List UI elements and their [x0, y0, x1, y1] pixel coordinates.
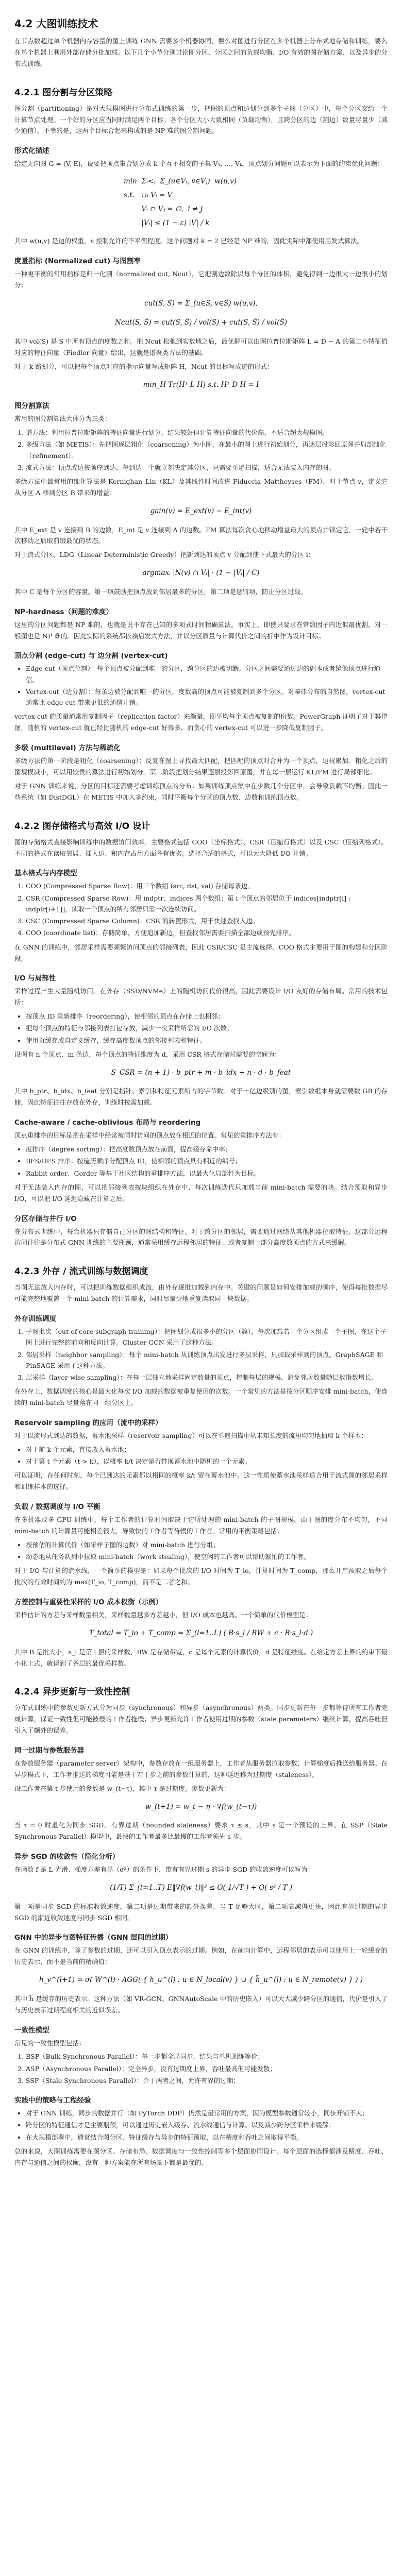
list-item: 2. CSR (Compressed Sparse Row)：用 indptr、indices 两个数组；第 i 个顶点的邻居位于 indices[indptr[i] : indptr[i+1]]，读取一个顶点的所有邻居只需一次连续访问。 [26, 893, 388, 915]
list-item: 2. 邻居采样（neighbor sampling）：每个 mini-batch 从训练顶点出发进行多层采样，只加载采样到的顶点。GraphSAGE 和 PinSAGE 采用了这种方法。 [26, 1349, 388, 1371]
equation-line: min Σᵢ<ⱼ Σ_(u∈Vᵢ, v∈Vⱼ) w(u,v) [124, 177, 237, 186]
equation-partition-objective [124, 175, 278, 230]
heading-reservoir: Reservoir sampling 的应用（流中的采样） [14, 1419, 162, 1428]
list-item: 3. 层采样（layer-wise sampling）：在每一层独立地采样固定数量的顶点，控制每层的规模，避免邻居数量随层数指数增长。 [26, 1372, 388, 1383]
equation-line: |Vᵢ| ≤ (1 + ε) |V| / k [124, 219, 210, 228]
list-item: • 跨分区的特征通信才是主要瓶颈，可以通过历史嵌入缓存、流水线通信与计算、以及减少跨分区采样来缓解； [26, 2120, 388, 2130]
paragraph: 第一项是同步 SGD 的标准收敛速度，第二项是过期带来的额外误差。当 T 足够大时，第二项衰减得更快，因此有界过期的异步 SGD 的渐近收敛速度与同步 SGD 相同。 [14, 1902, 388, 1922]
paragraph: 在 GNN 的训练中，邻居采样需要频繁访问顶点的邻接列表，因此 CSR/CSC 是主流选择。COO 格式主要用于图的构建和分区阶段。 [14, 943, 388, 962]
equation-line: Vᵢ ∩ Vⱼ = ∅, i ≠ j [124, 205, 203, 214]
paragraph: 对于无法装入内存的图，可以把邻接列表按块组织在外存中，每次训练迭代只加载当前 mini-batch 需要的块。结合预取和异步 I/O，可以把 I/O 延迟隐藏在计算之后。 [14, 1183, 388, 1202]
paragraph: 在外存上，数据调度的核心是最大化每次 I/O 加载的数据被重复使用的次数。一个常见的方法是按分区顺序安排 mini-batch，使连续的 mini-batch 尽量落在同一组分区上。 [14, 1387, 388, 1407]
paragraph: 当 τ = 0 时退化为同步 SGD。有界过期（bounded staleness）要求 τ ≤ s，其中 s 是一个预设的上界。在 SSP（Stale Synchronous Parallel）模型中，最快的工作者最多比最慢的工作者领先 s 步。 [14, 1821, 388, 1841]
list-item: • 按顶点 ID 重新排序（reordering），使相邻的顶点在存储上也相邻； [26, 1011, 388, 1022]
list-item: • 对于 GNN 训练，同步的数据并行（如 PyTorch DDP）仍然是最常用的方案，因为模型参数通常较小，同步开销不大； [26, 2108, 388, 2119]
algorithm-list [14, 427, 388, 473]
equation-historical-embedding: h_v^(l+1) = σ( W^(l) · AGG( { h_u^(l) : u ∈ N_local(v) } ∪ { h̃_u^(l) : u ∈ N_remote(v) } ) ) [39, 1976, 363, 1985]
paragraph: 图分割（partitioning）是对大规模图进行分布式训练的第一步，把图的顶点和边划分到多个子图（分区）中，每个分区交给一个计算节点处理。一个好的分区应当同时满足两个目标：各个分区大小大致相同（负载均衡），且跨分区的边（割边）数量尽量少（减少通信）。不幸的是，这两个目标合起来构成的是 NP 难的图分割问题。 [14, 104, 388, 135]
paragraph: 顶点重排序的目标是把在采样中经常被同时访问的顶点放在相近的位置。常见的重排序方法有： [14, 1131, 286, 1140]
paragraph: 当图无法放入内存时，可以把训练数据组织成流，由外存逐批加载到内存中。关键的问题是如何安排加载的顺序，使得每批数据尽可能完整地覆盖一个 mini-batch 的计算需求，同时尽量少地重复读取同一块数据。 [14, 1283, 388, 1303]
subsection-title-4-2-3: 4.2.3 外存 / 流式训练与数据调度 [14, 1266, 148, 1277]
format-list [14, 880, 388, 938]
list-item: 1. BSP（Bulk Synchronous Parallel）：每一步都全局同步，结果与单机训练等价； [26, 2051, 388, 2062]
list-item: 3. 流式方法：顶点或边按顺序到达，每到达一个就立刻决定其分区，只需要单遍扫描，适合无法装入内存的图。 [26, 462, 388, 473]
list-item: • Vertex-cut（边分割）：每条边被分配到唯一的分区，度数高的顶点可能被复制到多个分区。对幂律分布的自然图，vertex-cut 通常比 edge-cut 带来更低的通信开销。 [26, 686, 388, 708]
practice-list [14, 2108, 388, 2143]
heading-practice: 实践中的策略与工程经验 [14, 2096, 91, 2105]
equation-trace: min_H Tr(Hᵀ L H) s.t. Hᵀ D H = I [143, 380, 259, 389]
list-item: 2. 多级方法（如 METIS）：先把图逐层粗化（coarsening）为小图，在最小的图上进行初始划分，再逐层投影回原图并局部细化（refinement）。 [26, 439, 388, 461]
heading-convergence: 异步 SGD 的收敛性（简化分析） [14, 1853, 120, 1861]
equation-ncut: Ncut(S, S̄) = cut(S, S̄) / vol(S) + cut(S, S̄) / vol(S̄) [114, 318, 287, 327]
paragraph: 对于 I/O 与计算的流水线，一个简单的模型是：如果每个批次的 I/O 时间为 T_io，计算时间为 T_comp，那么开启预取之后每个批次的有效时间约为 max(T_io, T_comp)，而不是二者之和。 [14, 1567, 388, 1586]
consistency-list [14, 2051, 388, 2086]
paragraph: 采样过程产生大量随机访问。在外存（SSD/NVMe）上的随机访问代价很高，因此需要设计 I/O 友好的存储布局。常用的技术包括： [14, 987, 388, 1007]
paragraph: 对于 GNN 训练来说，分区的目标还需要考虑训练顶点的分布：如果训练顶点集中在少数几个分区中，会导致负载不均衡。因此一些系统（如 DistDGL）在 METIS 中加入多约束，同时平衡每个分区的顶点数、边数和训练顶点数。 [14, 782, 388, 801]
paragraph: 给定无向图 G = (V, E)，设要把顶点集合划分成 k 个互不相交的子集 V₁, …, Vₖ。顶点划分问题可以表示为下面的约束优化问题： [14, 160, 384, 168]
paragraph: 总的来说，大图训练需要在图分区、存储布局、数据调度与一致性控制等多个层面协同设计。每个层面的选择都涉及精度、吞吐、内存与通信之间的权衡，没有一种方案能在所有场景下都是最优的。 [14, 2147, 388, 2166]
list-item: • Edge-cut（顶点分割）：每个顶点被分配到唯一的分区，跨分区的边被切断。分区之间需要通过边的副本或者镜像顶点进行通信。 [26, 663, 388, 685]
equation-stale-update: w_(t+1) = w_t − η · ∇f(w_(t−τ)) [145, 1802, 257, 1811]
paragraph: 其中 w(u,v) 是边的权重，ε 控制允许的不平衡程度。这个问题对 k = 2 已经是 NP 难的，因此实际中都使用启发式算法。 [14, 237, 364, 245]
heading-parallel-io: 分区存储与并行 I/O [14, 1214, 77, 1223]
heading-edge-vertex-cut: 顶点分割 (edge-cut) 与 边分割 (vertex-cut) [14, 652, 168, 660]
paragraph: 采样估计的方差与采样数量相关，采样数量越多方差越小，但 I/O 成本也越高。一个简单的代价模型是： [14, 1611, 312, 1619]
reservoir-steps [14, 1444, 388, 1467]
subsection-title-4-2-4: 4.2.4 异步更新与一致性控制 [14, 1687, 130, 1698]
list-item: 1. COO (Compressed Sparse Row)：用三个数组 (src, dst, val) 存储每条边。 [26, 880, 388, 891]
list-item: 3. CSC (Compressed Sparse Column)：CSR 的转置形式，用于快速查找入边。 [26, 916, 388, 926]
paragraph: 常见的一致性模型包括： [14, 2039, 86, 2047]
paragraph: 在参数服务器（parameter server）架构中，参数存放在一组服务器上，工作者从服务器拉取参数，计算梯度后推送给服务器。在异步模式下，工作者推送的梯度可能是基于若干步之前的参数计算的，这种延迟称为过期度（staleness）。 [14, 1759, 388, 1778]
list-item: 2. ASP（Asynchronous Parallel）：完全异步，没有过期度上界，吞吐最高但可能发散； [26, 2063, 388, 2074]
heading-io: I/O 与局部性 [14, 974, 56, 983]
paragraph: 这里的分区问题都是 NP 难的，也就是说不存在已知的多项式时间精确算法。事实上，即使只要求在常数因子内近似最优割，对一般图也是 NP 难的。因此实际的系统都依赖启发式方法，并以分区质量与计算代价之间的折中作为设计目标。 [14, 620, 388, 640]
list-item: 1. 谱方法：利用拉普拉斯矩阵的特征向量进行划分，结果较好但计算特征向量的代价高，不适合超大规模图。 [26, 427, 388, 438]
heading-normalized-cut: 度量指标 (Normalized cut) 与图割率 [14, 257, 141, 265]
equation-cut: cut(S, S̄) = Σ_(u∈S, v∈S̄) w(u,v), [144, 299, 258, 308]
io-technique-list [14, 1011, 388, 1046]
list-item: • 在大规模部署中，通常结合图分区、特征缓存与异步的特征预取，以在精度和吞吐之间取得平衡。 [26, 2132, 388, 2143]
equation-total-cost: T_total = T_io + T_comp = Σ_(l=1..L) ( B·s_l / BW + c · B·s_l·d ) [89, 1629, 313, 1638]
list-item: 3. SSP（Stale Synchronous Parallel）：介于两者之间，允许有界的过期； [26, 2075, 388, 2086]
heading-algorithms: 图分割算法 [14, 402, 49, 411]
subsection-title-4-2-2: 4.2.2 图存储格式与高效 I/O 设计 [14, 821, 150, 832]
equation-line: s.t. ∪ᵢ Vᵢ = V [124, 191, 173, 200]
paragraph: 其中 h̃ 是缓存的历史表示。这种方法（如 VR-GCN、GNNAutoScale 中的历史嵌入）可以大大减少跨分区的通信，代价是引入了与历史表示过期程度相关的近似误差。 [14, 1994, 388, 2014]
paragraph: 设图有 n 个顶点、m 条边，每个顶点的特征维度为 d，采用 CSR 格式存储时需要的空间为： [14, 1050, 281, 1058]
heading-consistency: 一致性模型 [14, 2026, 49, 2035]
heading-gnn-async: GNN 中的异步与图特征传播（GNN 层间的过期） [14, 1934, 173, 1942]
paragraph: 在分布式训练中，每台机器只存储自己分区的图结构和特征。对于跨分区的邻居，需要通过网络从其他机器拉取特征。这部分远程访问往往是分布式 GNN 训练的主要瓶颈，通常采用缓存远程邻居的特征、或者复制一部分高度数顶点的方式来缓解。 [14, 1227, 388, 1247]
equation-ldg: argmaxᵢ |N(v) ∩ Vᵢ| · (1 − |Vᵢ| / C) [142, 569, 260, 578]
paragraph: 多级方法中最常用的细化算法是 Kernighan–Lin（KL）及其线性时间改进 Fiduccia–Mattheyses（FM）。对于节点 v，定义它从分区 A 移到分区 B 带来的增益： [14, 478, 388, 497]
paragraph: 在函数 f 是 L-光滑、梯度方差有界（σ²）的条件下，带有有界过期 s 的异步 SGD 的收敛速度可以写为： [14, 1866, 314, 1874]
paragraph: 常用的图分割算法大体分为三类： [14, 415, 111, 423]
paragraph: 多级方法的第一阶段是粗化（coarsening）：反复在图上寻找最大匹配，把匹配的顶点对合并为一个顶点，边权累加。粗化之后的图规模减小，可以用较贵的算法进行初始划分。第二阶段把划分结果逐层投影回原图，并在每一层运行 KL/FM 进行局部细化。 [14, 757, 388, 776]
paragraph: 设工作者在第 t 步使用的参数是 w_(t−τ)，其中 τ 是过期度。参数更新为： [14, 1784, 230, 1792]
paragraph: 一种更平衡的常用指标是归一化割（normalized cut, Ncut），它把割边数除以每个分区的体积，避免得到一边很大一边很小的划分： [14, 270, 388, 289]
heading-parameter-server: 同一过期与参数服务器 [14, 1747, 84, 1755]
paragraph: 图的存储格式直接影响训练中的数据访问效率。主要格式包括 COO（坐标格式）、CSR（压缩行格式）以及 CSC（压缩列格式）。不同的格式在读取邻居、插入边、和内存占用方面各有优劣。选择合适的格式，可以大大降低 I/O 开销。 [14, 838, 388, 857]
heading-np-hardness: NP-hardness（问题的难度） [14, 607, 113, 616]
paragraph: 其中 b_ptr、b_idx、b_feat 分别是指针、索引和特征元素所占的字节数。对于十亿边级别的图，索引数组本身就需要数 GB 的存储，因此特征往往存放在外存，训练时按需加载。 [14, 1087, 388, 1107]
paragraph: 其中 E_ext 是 v 连接到 B 的边数，E_int 是 v 连接到 A 的边数。FM 算法每次贪心地移动增益最大的顶点并锁定它，一轮中若干次移动之后取前缀最优的状态。 [14, 526, 388, 545]
cut-type-list [14, 663, 388, 708]
equation-csr-storage: S_CSR = (n + 1) · b_ptr + m · b_idx + n · d · b_feat [111, 1068, 291, 1077]
reordering-list [14, 1144, 388, 1179]
heading-basic-formats: 基本格式与内存模型 [14, 869, 77, 878]
paragraph: 对于流式分区，LDG（Linear Deterministic Greedy）把新到达的顶点 v 分配到使下式最大的分区 i： [14, 551, 315, 559]
list-item: 4. COO (coordinate list)：存储简单，方便追加新边，但查找邻居需要扫描全部边或预先排序。 [26, 927, 388, 938]
list-item: 1. 子图批次（out-of-core subgraph training）：把图划分成很多小的分区（簇），每次加载若干个分区组成一个子图，在这个子图上进行完整的前向和反向计算。Cluster-GCN 采用了这种方法。 [26, 1326, 388, 1348]
paragraph: 在 GNN 的训练中，除了参数的过期，还可以引入顶点表示的过期。例如，在前向计算中，远程邻居的表示可以使用上一轮缓存的历史表示，而不是当前的精确值： [14, 1946, 388, 1966]
heading-multilevel: 多级 (multilevel) 方法与稀疏化 [14, 744, 121, 753]
list-item: • 把每个顶点的特征与邻接列表打包存放，减少一次采样所需的 I/O 次数； [26, 1023, 388, 1033]
list-item: • 按预估的计算代价（如采样子图的边数）对 mini-batch 进行分组； [26, 1539, 388, 1550]
balance-list [14, 1539, 388, 1563]
list-item: • 对于前 k 个元素，直接放入蓄水池； [26, 1444, 388, 1455]
paragraph: 可以证明，在任何时刻，每个已到达的元素都以相同的概率 k/t 留在蓄水池中。这一性质使蓄水池采样适合用于流式图的邻居采样和训练样本的选择。 [14, 1471, 388, 1491]
heading-scheduling: 外存训练调度 [14, 1315, 56, 1324]
list-item: • 动态地从任务队列中拉取 mini-batch（work stealing），使空闲的工作者可以帮助繁忙的工作者。 [26, 1551, 388, 1562]
list-item: • 度排序（degree sorting）：把高度数顶点放在前面，提高缓存命中率； [26, 1144, 388, 1155]
list-item: • 对于第 t 个元素（t > k），以概率 k/t 决定是否替换蓄水池中随机的一个元素。 [26, 1456, 388, 1467]
paragraph: 在多机器或多 GPU 训练中，每个工作者的计算时间取决于它所处理的 mini-batch 的子图规模。由于图的度分布不均匀，不同 mini-batch 的计算量可能相差很大，导致快的工作者等待慢的工作者。常用的平衡策略包括： [14, 1516, 388, 1535]
paragraph: 其中 C 是每个分区的容量。第一项鼓励把顶点放到邻居最多的分区，第二项是惩罚项，防止分区过载。 [14, 587, 307, 596]
section-title: 4.2 大图训练技术 [14, 18, 98, 30]
heading-variance-io: 方差控制与重要性采样的 I/O 成本权衡（示例） [14, 1598, 163, 1607]
list-item: • Rabbit order、Gorder 等基于社区结构的重排序方法，以最大化局部性为目标。 [26, 1168, 388, 1179]
list-item: • 使用页缓存或自定义缓存，缓存高度数顶点的邻接列表和特征。 [26, 1035, 388, 1046]
paragraph: vertex-cut 的质量通常用复制因子（replication factor）来衡量，即平均每个顶点被复制的份数。PowerGraph 证明了对于幂律图，随机的 vertex-cut 就已经比随机的 edge-cut 好得多，而贪心的 vertex-cut 可以进一步降低复制因子。 [14, 713, 388, 732]
heading-load-balance: 负载 / 数据调度与 I/O 平衡 [14, 1503, 100, 1512]
paragraph: 分布式训练中的参数更新方式分为同步（synchronous）和异步（asynchronous）两类。同步更新在每一步都等待所有工作者完成计算，保证一致性但可能被慢的工作者拖慢；异步更新允许工作者使用过期的参数（stale parameters）继续计算，提高吞吐但引入了额外的误差。 [14, 1704, 388, 1735]
paragraph: 其中 B 是批大小，s_l 是第 l 层的采样数，BW 是存储带宽，c 是每个元素的计算代价，d 是特征维度。在给定方差上界的约束下最小化上式，就得到了各层的最优采样数。 [14, 1648, 388, 1667]
subsection-title-4-2-1: 4.2.1 图分割与分区策略 [14, 87, 113, 98]
scheduling-list [14, 1326, 388, 1383]
intro-paragraph: 在节点数超过单个机器内存容量的图上训练 GNN 需要多个机器协同，要么对图进行分区在多个机器上分布式地存储和训练，要么在单个机器上利用外部存储分批加载。以下几个小节分别讨论图分区、分区之间的负载均衡、I/O 有效的图存储方案、以及异步的分布式训练。 [14, 37, 388, 67]
paragraph: 对于 k 路划分，可以把每个顶点对应的指示向量写成矩阵 H，Ncut 的目标写成迹的形式： [14, 362, 274, 370]
list-item: • BFS/DFS 排序：按遍历顺序分配顶点 ID，使相邻的顶点具有相近的编号； [26, 1156, 388, 1166]
heading-cache-layout: Cache-aware / cache-oblivious 布局与 reordering [14, 1118, 201, 1127]
equation-gain: gain(v) = E_ext(v) − E_int(v) [150, 506, 252, 515]
equation-convergence: (1/T) Σ_(t=1..T) E‖∇f(w_t)‖² ≤ O( 1/√T ) + O( s² / T ) [110, 1884, 292, 1892]
paragraph: 其中 vol(S) 是 S 中所有顶点的度数之和。把 Ncut 松弛到实数域之后，最优解可以由图拉普拉斯矩阵 L = D − A 的第二小特征值对应的特征向量（Fiedler 向量）给出，这就是谱聚类方法的基础。 [14, 337, 388, 357]
paragraph: 对于以流形式到达的数据，蓄水池采样（reservoir sampling）可以在单遍扫描中从未知长度的流里均匀地抽取 k 个样本： [14, 1432, 367, 1440]
heading-formal: 形式化描述 [14, 147, 49, 156]
